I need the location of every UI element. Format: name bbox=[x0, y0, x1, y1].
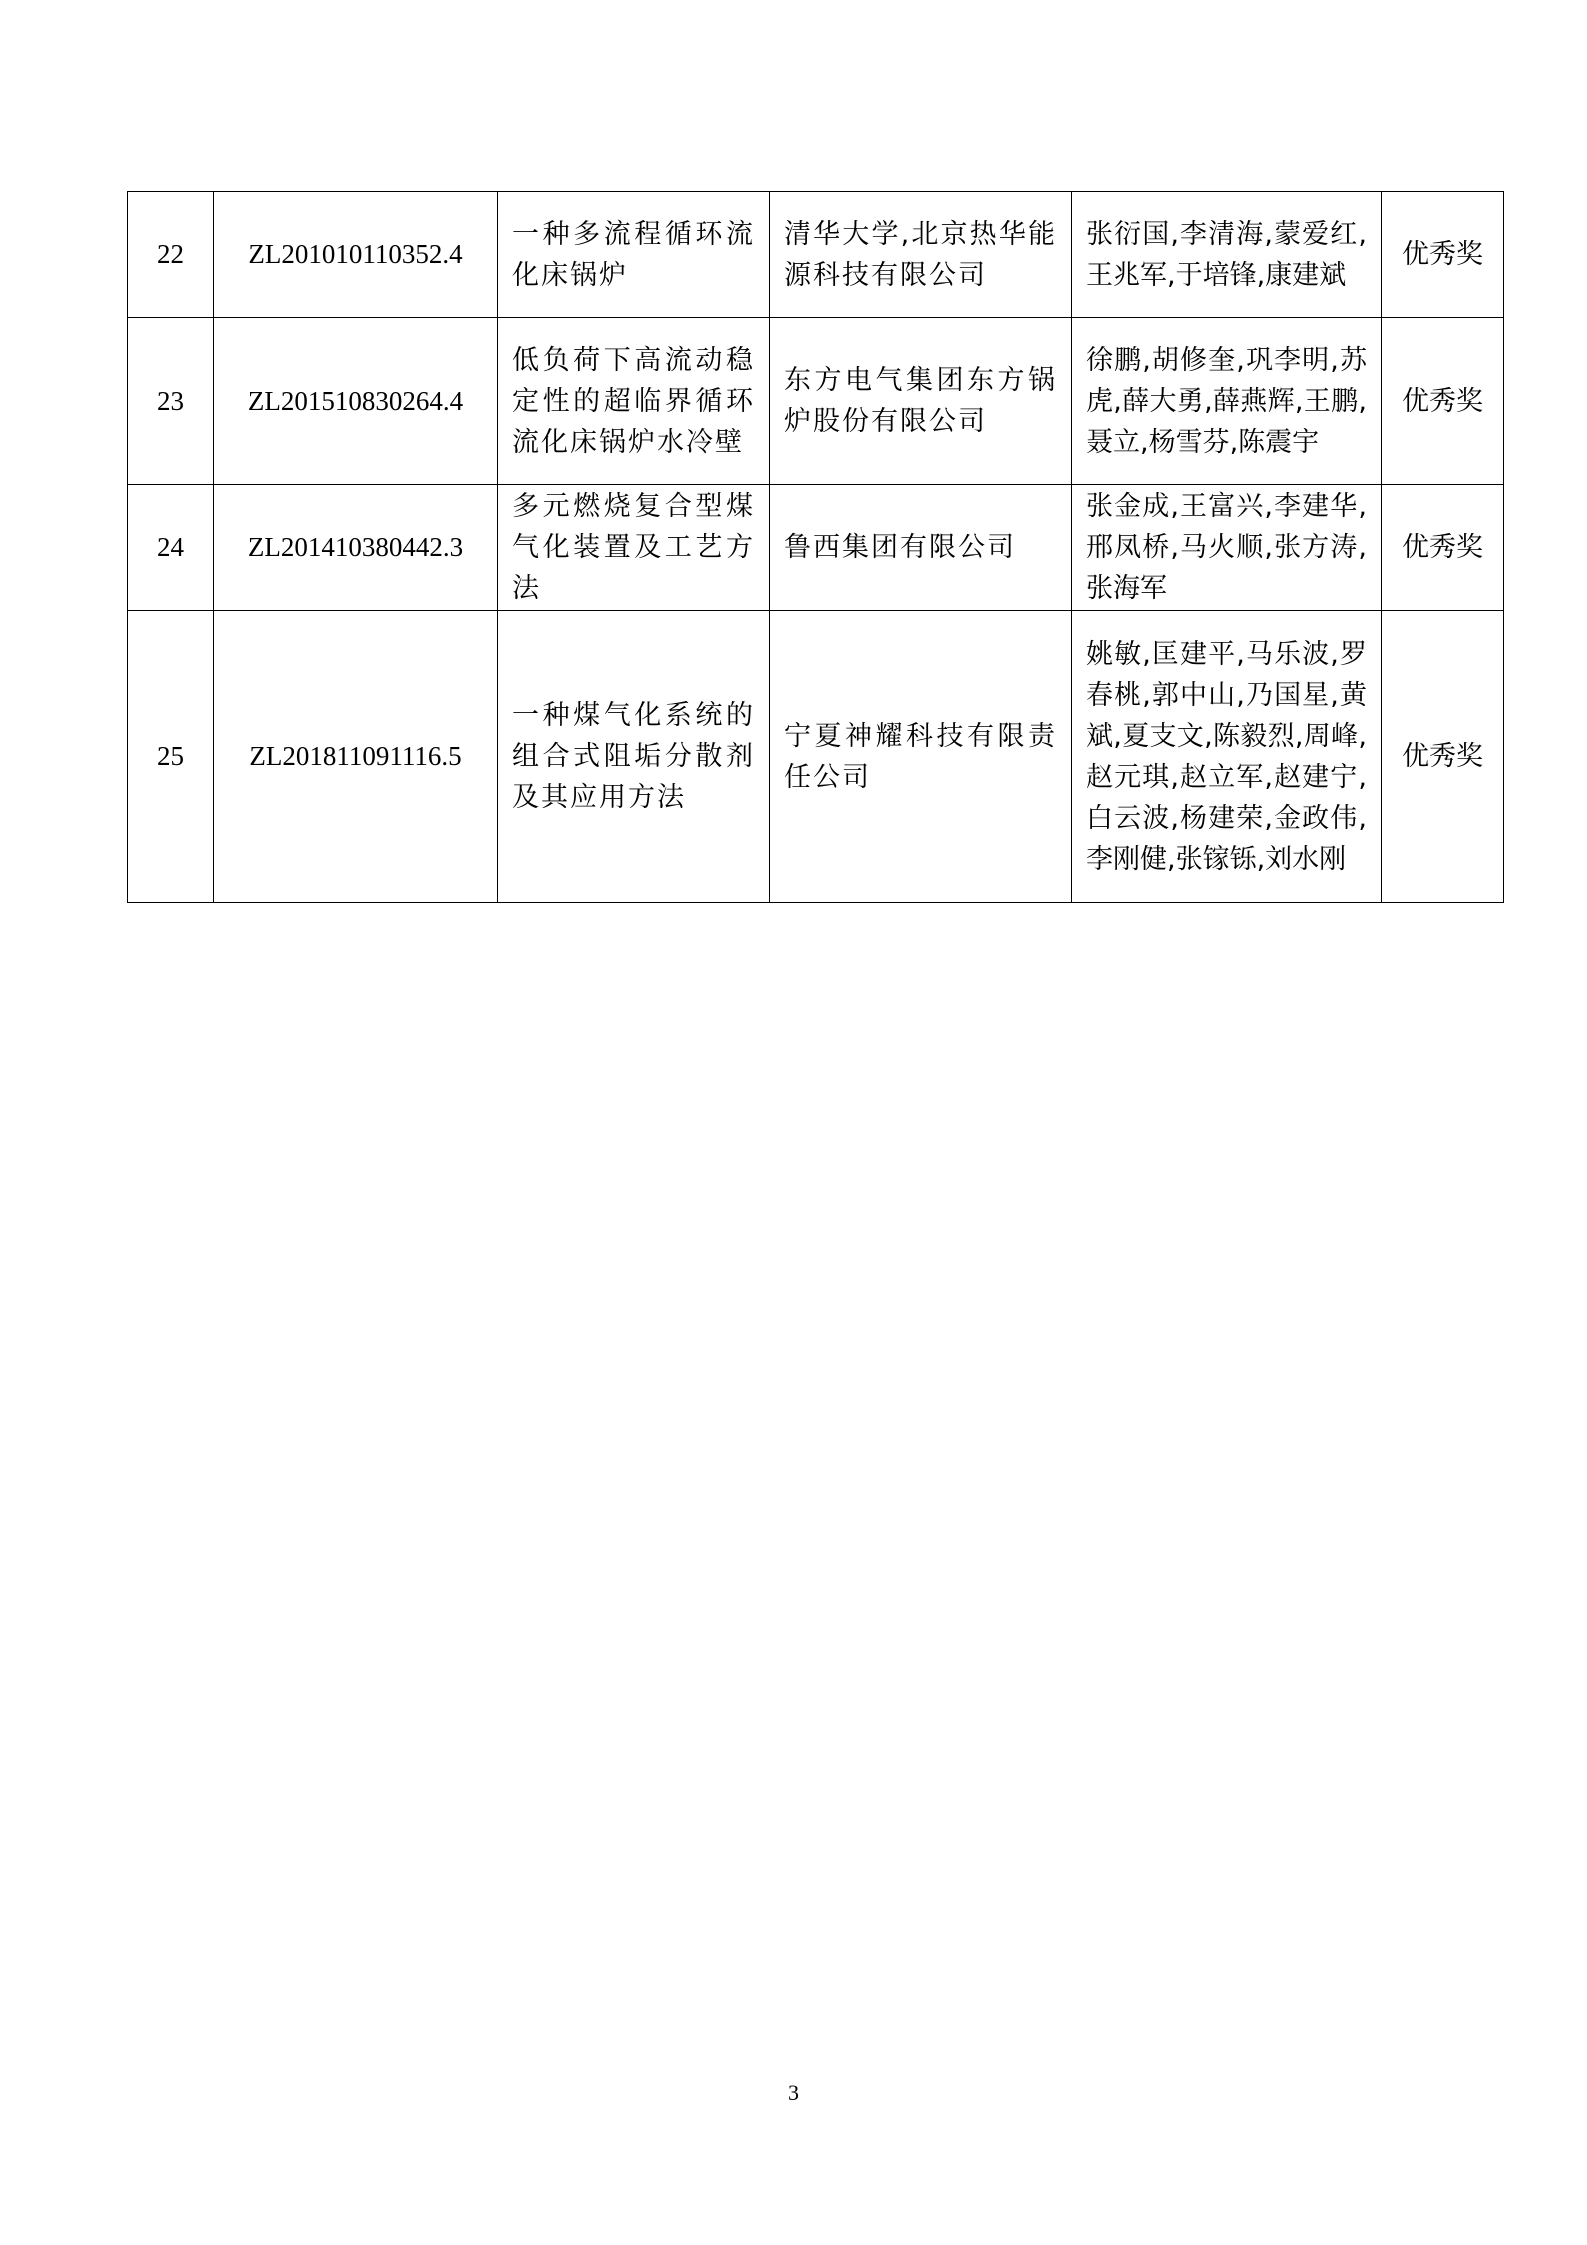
patent-name: 一种多流程循环流化床锅炉 bbox=[498, 192, 770, 318]
patent-name: 一种煤气化系统的组合式阻垢分散剂及其应用方法 bbox=[498, 611, 770, 903]
inventors: 姚敏,匡建平,马乐波,罗春桃,郭中山,乃国星,黄斌,夏支文,陈毅烈,周峰,赵元琪,赵立军,赵建宁,白云波,杨建荣,金政伟,李刚健,张镓铄,刘水刚 bbox=[1072, 611, 1382, 903]
table-row bbox=[128, 318, 1504, 485]
patent-name: 低负荷下高流动稳定性的超临界循环流化床锅炉水冷壁 bbox=[498, 318, 770, 485]
table-row bbox=[128, 192, 1504, 318]
award-table bbox=[127, 191, 1504, 903]
inventors: 张金成,王富兴,李建华,邢凤桥,马火顺,张方涛,张海军 bbox=[1072, 485, 1382, 611]
patent-name: 多元燃烧复合型煤气化装置及工艺方法 bbox=[498, 485, 770, 611]
patent-number: ZL201010110352.4 bbox=[214, 192, 498, 318]
row-number: 22 bbox=[128, 192, 214, 318]
row-number: 23 bbox=[128, 318, 214, 485]
award-level: 优秀奖 bbox=[1382, 485, 1504, 611]
row-number: 24 bbox=[128, 485, 214, 611]
award-level: 优秀奖 bbox=[1382, 611, 1504, 903]
patent-number: ZL201811091116.5 bbox=[214, 611, 498, 903]
patentee-organization: 宁夏神耀科技有限责任公司 bbox=[770, 611, 1072, 903]
inventors: 张衍国,李清海,蒙爱红,王兆军,于培锋,康建斌 bbox=[1072, 192, 1382, 318]
patentee-organization: 清华大学,北京热华能源科技有限公司 bbox=[770, 192, 1072, 318]
table-row bbox=[128, 611, 1504, 903]
patentee-organization: 东方电气集团东方锅炉股份有限公司 bbox=[770, 318, 1072, 485]
page-number: 3 bbox=[788, 2080, 799, 2105]
award-level: 优秀奖 bbox=[1382, 318, 1504, 485]
row-number: 25 bbox=[128, 611, 214, 903]
award-level: 优秀奖 bbox=[1382, 192, 1504, 318]
inventors: 徐鹏,胡修奎,巩李明,苏虎,薛大勇,薛燕辉,王鹏,聂立,杨雪芬,陈震宇 bbox=[1072, 318, 1382, 485]
patentee-organization: 鲁西集团有限公司 bbox=[770, 485, 1072, 611]
patent-number: ZL201510830264.4 bbox=[214, 318, 498, 485]
patent-number: ZL201410380442.3 bbox=[214, 485, 498, 611]
table-row bbox=[128, 485, 1504, 611]
